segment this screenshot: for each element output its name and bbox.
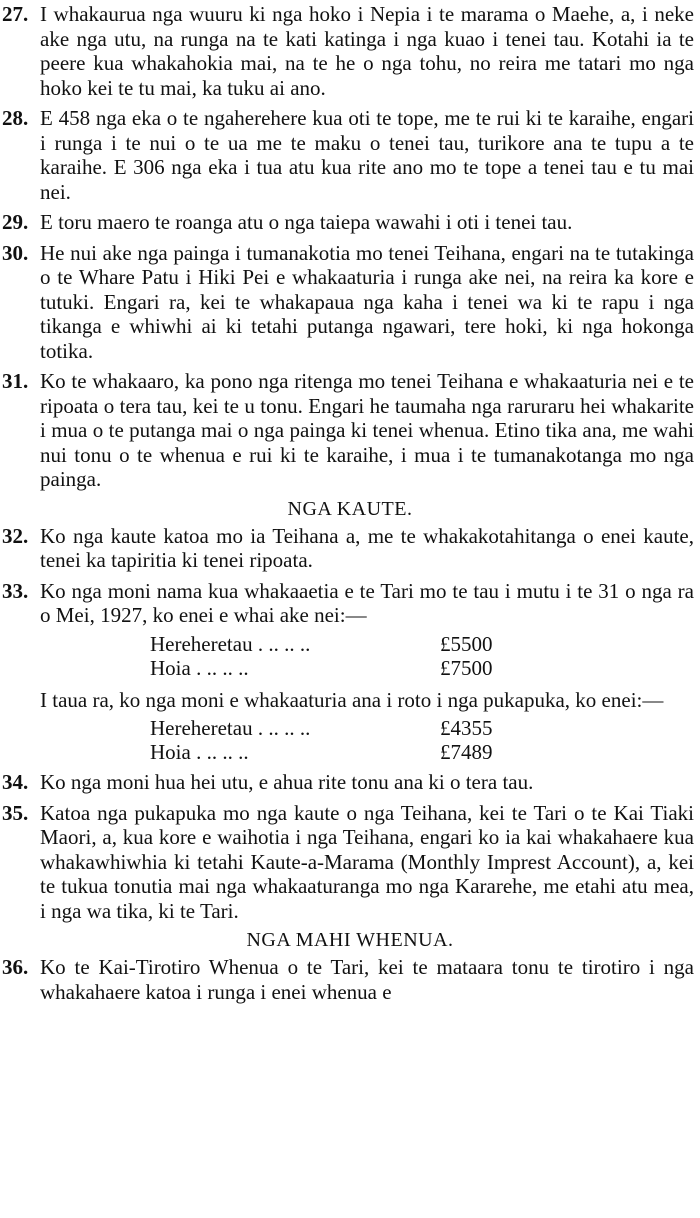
paragraph-28 [0,106,700,204]
paragraph-32 [0,524,700,573]
table-row [150,716,493,740]
paragraph-30 [0,241,700,364]
paragraph-text: I taua ra, ko nga moni e whakaaturia ana i roto i nga pukapuka, ko enei:— [40,687,664,712]
paragraph-27 [0,2,700,100]
paragraph-number: 29. [2,210,29,234]
row-label: Hoia . .. .. .. [150,740,249,764]
paragraph-text: Ko nga moni nama kua whakaaetia e te Tari mo te tau i mutu i te 31 o nga ra o Mei, 1927, ko enei e whai ake nei:— [40,578,694,627]
paragraph-33-continued [0,688,700,713]
section-heading-mahi-whenua: NGA MAHI WHENUA. [246,929,454,951]
paragraph-number: 31. [2,369,29,393]
paragraph-text: Ko te Kai-Tirotiro Whenua o te Tari, kei te mataara tonu te tirotiro i nga whakahaere katoa i runga i enei whenua e [40,955,694,1004]
table-row [150,656,493,680]
book-amounts-table [150,716,493,764]
paragraph-number: 36. [2,955,29,979]
row-label: Hereheretau . .. .. .. [150,716,311,740]
row-value: £7500 [440,655,493,680]
paragraph-35 [0,801,700,924]
paragraph-number: 32. [2,523,29,548]
row-label: Hereheretau . .. .. .. [150,631,311,656]
row-value: £5500 [440,631,493,656]
paragraph-number: 33. [2,578,29,603]
paragraph-number: 34. [2,770,29,794]
paragraph-text: Katoa nga pukapuka mo nga kaute o nga Teihana, kei te Tari o te Kai Tiaki Maori, a, kua kore e waihotia i nga Teihana, engari ko ia kai whakahaere kua whakawhiwhia ki tetahi Kaute-a-Marama (Monthly Imprest Account), a, kei te tukua tonutia mai nga whakaaturanga mo nga Kararehe, me etahi atu mea, i nga wa tika, ki te Tari. [40,800,694,923]
paragraph-29 [0,210,700,235]
paragraph-number: 35. [2,800,29,825]
paragraph-31 [0,369,700,492]
table-row [150,740,493,764]
paragraph-34 [0,770,700,795]
row-value: £4355 [440,716,493,740]
section-heading-kaute: NGA KAUTE. [287,497,413,520]
row-label: Hoia . .. .. .. [150,655,249,680]
table-row [150,632,493,656]
paragraph-33 [0,579,700,628]
paragraph-text: I whakaurua nga wuuru ki nga hoko i Nepia i te marama o Maehe, a, i neke ake nga utu, na runga na te kati katinga i nga kuao i tenei tau. Kotahi ia te peere kua whakahokia mai, na te he o nga tohu, no reira me tatari mo nga hoko kei te tu mai, ka tuku ai ano. [40,2,694,100]
paragraph-text: Ko te whakaaro, ka pono nga ritenga mo tenei Teihana e whakaaturia nei e te ripoata o tera tau, kei te u tonu. Engari he taumaha nga raruraru hei whakarite i mua o te putanga mai o nga painga ki tenei whenua. Etino tika ana, me wahi nui tonu o te whenua e rui ki te karaihe, i mua i te tumanakotanga mo nga painga. [40,369,694,491]
paragraph-number: 28. [2,106,29,130]
paragraph-number: 30. [2,240,29,265]
paragraph-36 [0,955,700,1004]
authorised-amounts-table [150,632,493,680]
paragraph-text: Ko nga moni hua hei utu, e ahua rite tonu ana ki o tera tau. [40,770,534,794]
paragraph-text: E 458 nga eka o te ngaherehere kua oti te tope, me te rui ki te karaihe, engari i runga i te nui o te ua me te maku o tenei tau, turikore ana te tupu a te karaihe. E 306 nga eka i tua atu kua rite ano mo te tope a tenei tau e tu mai nei. [40,106,694,204]
paragraph-text: He nui ake nga painga i tumanakotia mo tenei Teihana, engari na te tutakinga o te Whare Patu i Hiki Pei e whakaaturia i runga ake nei, na reira ka kore e tutuki. Engari ra, kei te whakapaua nga kaha i tenei wa ki te rapu i nga tikanga e whiwhi ai ki tetahi putanga ngawari, tere hoki, ki nga hokonga totika. [40,240,694,363]
paragraph-text: Ko nga kaute katoa mo ia Teihana a, me te whakakotahitanga o enei kaute, tenei ka tapiritia ki tenei ripoata. [40,523,694,572]
paragraph-text: E toru maero te roanga atu o nga taiepa wawahi i oti i tenei tau. [40,210,573,234]
paragraph-number: 27. [2,2,29,26]
row-value: £7489 [440,740,493,764]
